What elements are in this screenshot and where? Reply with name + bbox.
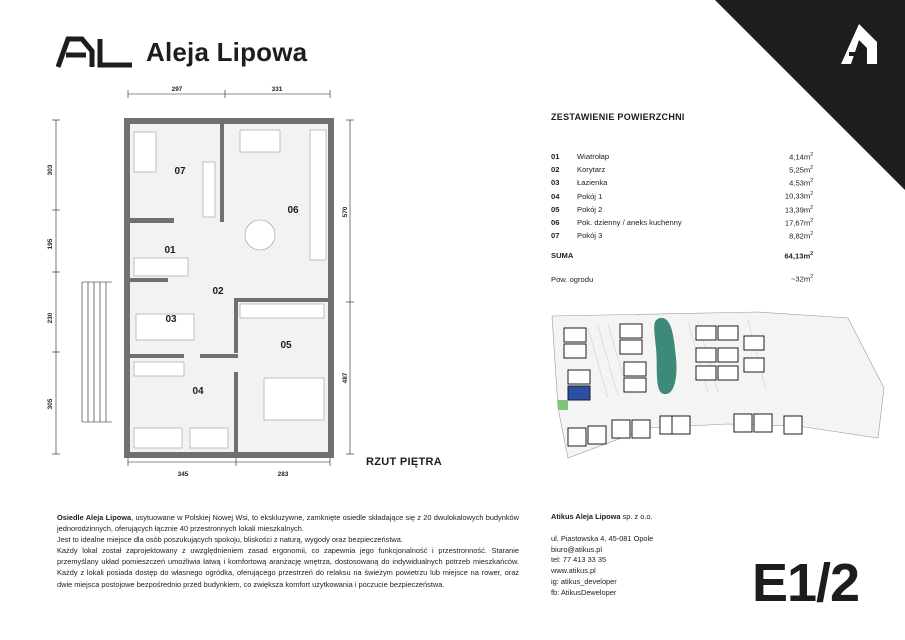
row-name: Łazienka (577, 178, 608, 188)
room-label-06: 06 (287, 205, 299, 216)
row-name: Pokój 2 (577, 204, 603, 214)
dim-right-1: 570 (342, 206, 349, 218)
dim-bottom-1: 345 (177, 471, 189, 478)
description-p1: , usytuowane w Polskiej Nowej Wsi, to ekskluzywne, zamknięte osiedle składające się z 20 dwulokalowych budynków jednorodzinnych, oferujących łącznie 40 przestronnych lokali mieszkalnych. (57, 513, 519, 534)
summary-row (551, 176, 813, 189)
plan-caption: RZUT PIĘTRA (366, 456, 443, 468)
dim-top-2: 331 (271, 86, 283, 93)
corner-logo-icon (835, 20, 883, 72)
row-area: 10,33m (784, 191, 811, 201)
summary-row (551, 190, 813, 203)
row-number: 05 (551, 204, 560, 214)
site-plan (548, 308, 888, 470)
sum-label: SUMA (551, 251, 574, 261)
row-name: Pok. dzienny / aneks kuchenny (577, 218, 682, 228)
brand-logo-icon (56, 35, 134, 69)
floor-plan (40, 82, 370, 492)
row-unit: 2 (810, 204, 813, 211)
contact-phone[interactable]: tel: 77 413 33 35 (551, 555, 607, 565)
sum-value: 64,13m (784, 251, 811, 261)
contact-address: ul. Piastowska 4, 45-081 Opole (551, 533, 654, 543)
row-number: 03 (551, 178, 560, 188)
row-unit: 2 (810, 165, 813, 172)
description-p2: Jest to idealne miejsce dla osób poszukujących spokoju, bliskości z naturą, wygody oraz bezpieczeństwa. (57, 535, 403, 545)
dim-top-1: 297 (171, 86, 183, 93)
row-unit: 2 (810, 151, 813, 158)
garden-value: ~32m (791, 274, 811, 284)
sum-unit: 2 (810, 251, 813, 258)
row-unit: 2 (810, 217, 813, 224)
description (57, 512, 519, 590)
summary-row (551, 216, 813, 229)
summary-row (551, 163, 813, 176)
row-name: Pokój 1 (577, 191, 603, 201)
row-area: 4,53m (789, 178, 811, 188)
row-number: 04 (551, 191, 560, 201)
row-unit: 2 (810, 178, 813, 185)
row-number: 07 (551, 231, 560, 241)
dim-left-3: 230 (47, 312, 54, 324)
summary-row (551, 229, 813, 242)
dim-left-2: 195 (47, 238, 54, 250)
description-p3: Każdy lokal został zaprojektowany z uwzględnieniem zasad ergonomii, co zapewnia jego funkcjonalność i przestronność. Staranie przemyślany układ pomieszczeń umożliwia łatwą i komfortową aranżację wnętrza, dostosowaną do indywidualnych potrzeb mieszkańców. Każdy z lokali posiada dostęp do własnego ogródka, oferującego przestrzeń do relaksu na świeżym powietrzu lub miejsce na rower, oraz dwie miejsca postojowe bezpośrednio przed budynkiem, co zwiększa komfort użytkowania i poczucie bezpieczeństwa. (57, 546, 519, 589)
dim-bottom-2: 283 (277, 471, 289, 478)
room-label-01: 01 (164, 245, 176, 256)
company-name: Atikus Aleja Lipowa (551, 512, 621, 521)
area-summary (551, 112, 813, 286)
summary-row (551, 150, 813, 163)
row-area: 8,82m (789, 231, 811, 241)
unit-code: E1/2 (752, 553, 860, 613)
contact-email[interactable]: biuro@atikus.pl (551, 544, 603, 554)
row-number: 01 (551, 152, 560, 162)
garden-label: Pow. ogrodu (551, 274, 594, 284)
garden-unit: 2 (810, 274, 813, 281)
room-label-07: 07 (174, 166, 186, 177)
summary-total-row (551, 249, 813, 262)
row-number: 02 (551, 165, 560, 175)
dim-left-1: 303 (47, 164, 54, 176)
description-lead: Osiedle Aleja Lipowa (57, 513, 132, 522)
contact-website[interactable]: www.atikus.pl (551, 566, 596, 576)
company-suffix: sp. z o.o. (620, 512, 653, 521)
row-area: 13,39m (784, 205, 811, 215)
row-name: Korytarz (577, 165, 606, 175)
row-unit: 2 (810, 191, 813, 198)
row-name: Pokój 3 (577, 231, 603, 241)
room-label-02: 02 (212, 286, 224, 297)
row-area: 4,14m (789, 152, 811, 162)
room-label-03: 03 (165, 314, 177, 325)
summary-title: ZESTAWIENIE POWIERZCHNI (551, 112, 685, 122)
row-number: 06 (551, 218, 560, 228)
contact-instagram[interactable]: ig: atikus_developer (551, 576, 617, 586)
dim-right-2: 487 (342, 372, 349, 384)
room-label-04: 04 (192, 386, 204, 397)
contact-block (551, 512, 653, 599)
brand-name: Aleja Lipowa (146, 36, 308, 67)
brand-header (56, 35, 307, 69)
room-label-05: 05 (280, 340, 292, 351)
garden-row (551, 273, 813, 286)
row-unit: 2 (810, 230, 813, 237)
row-name: Wiatrołap (577, 152, 610, 162)
dim-left-4: 305 (47, 398, 54, 410)
row-area: 5,25m (789, 165, 811, 175)
contact-facebook[interactable]: fb: AtikusDeweloper (551, 587, 617, 597)
summary-row (551, 203, 813, 216)
row-area: 17,67m (784, 218, 811, 228)
